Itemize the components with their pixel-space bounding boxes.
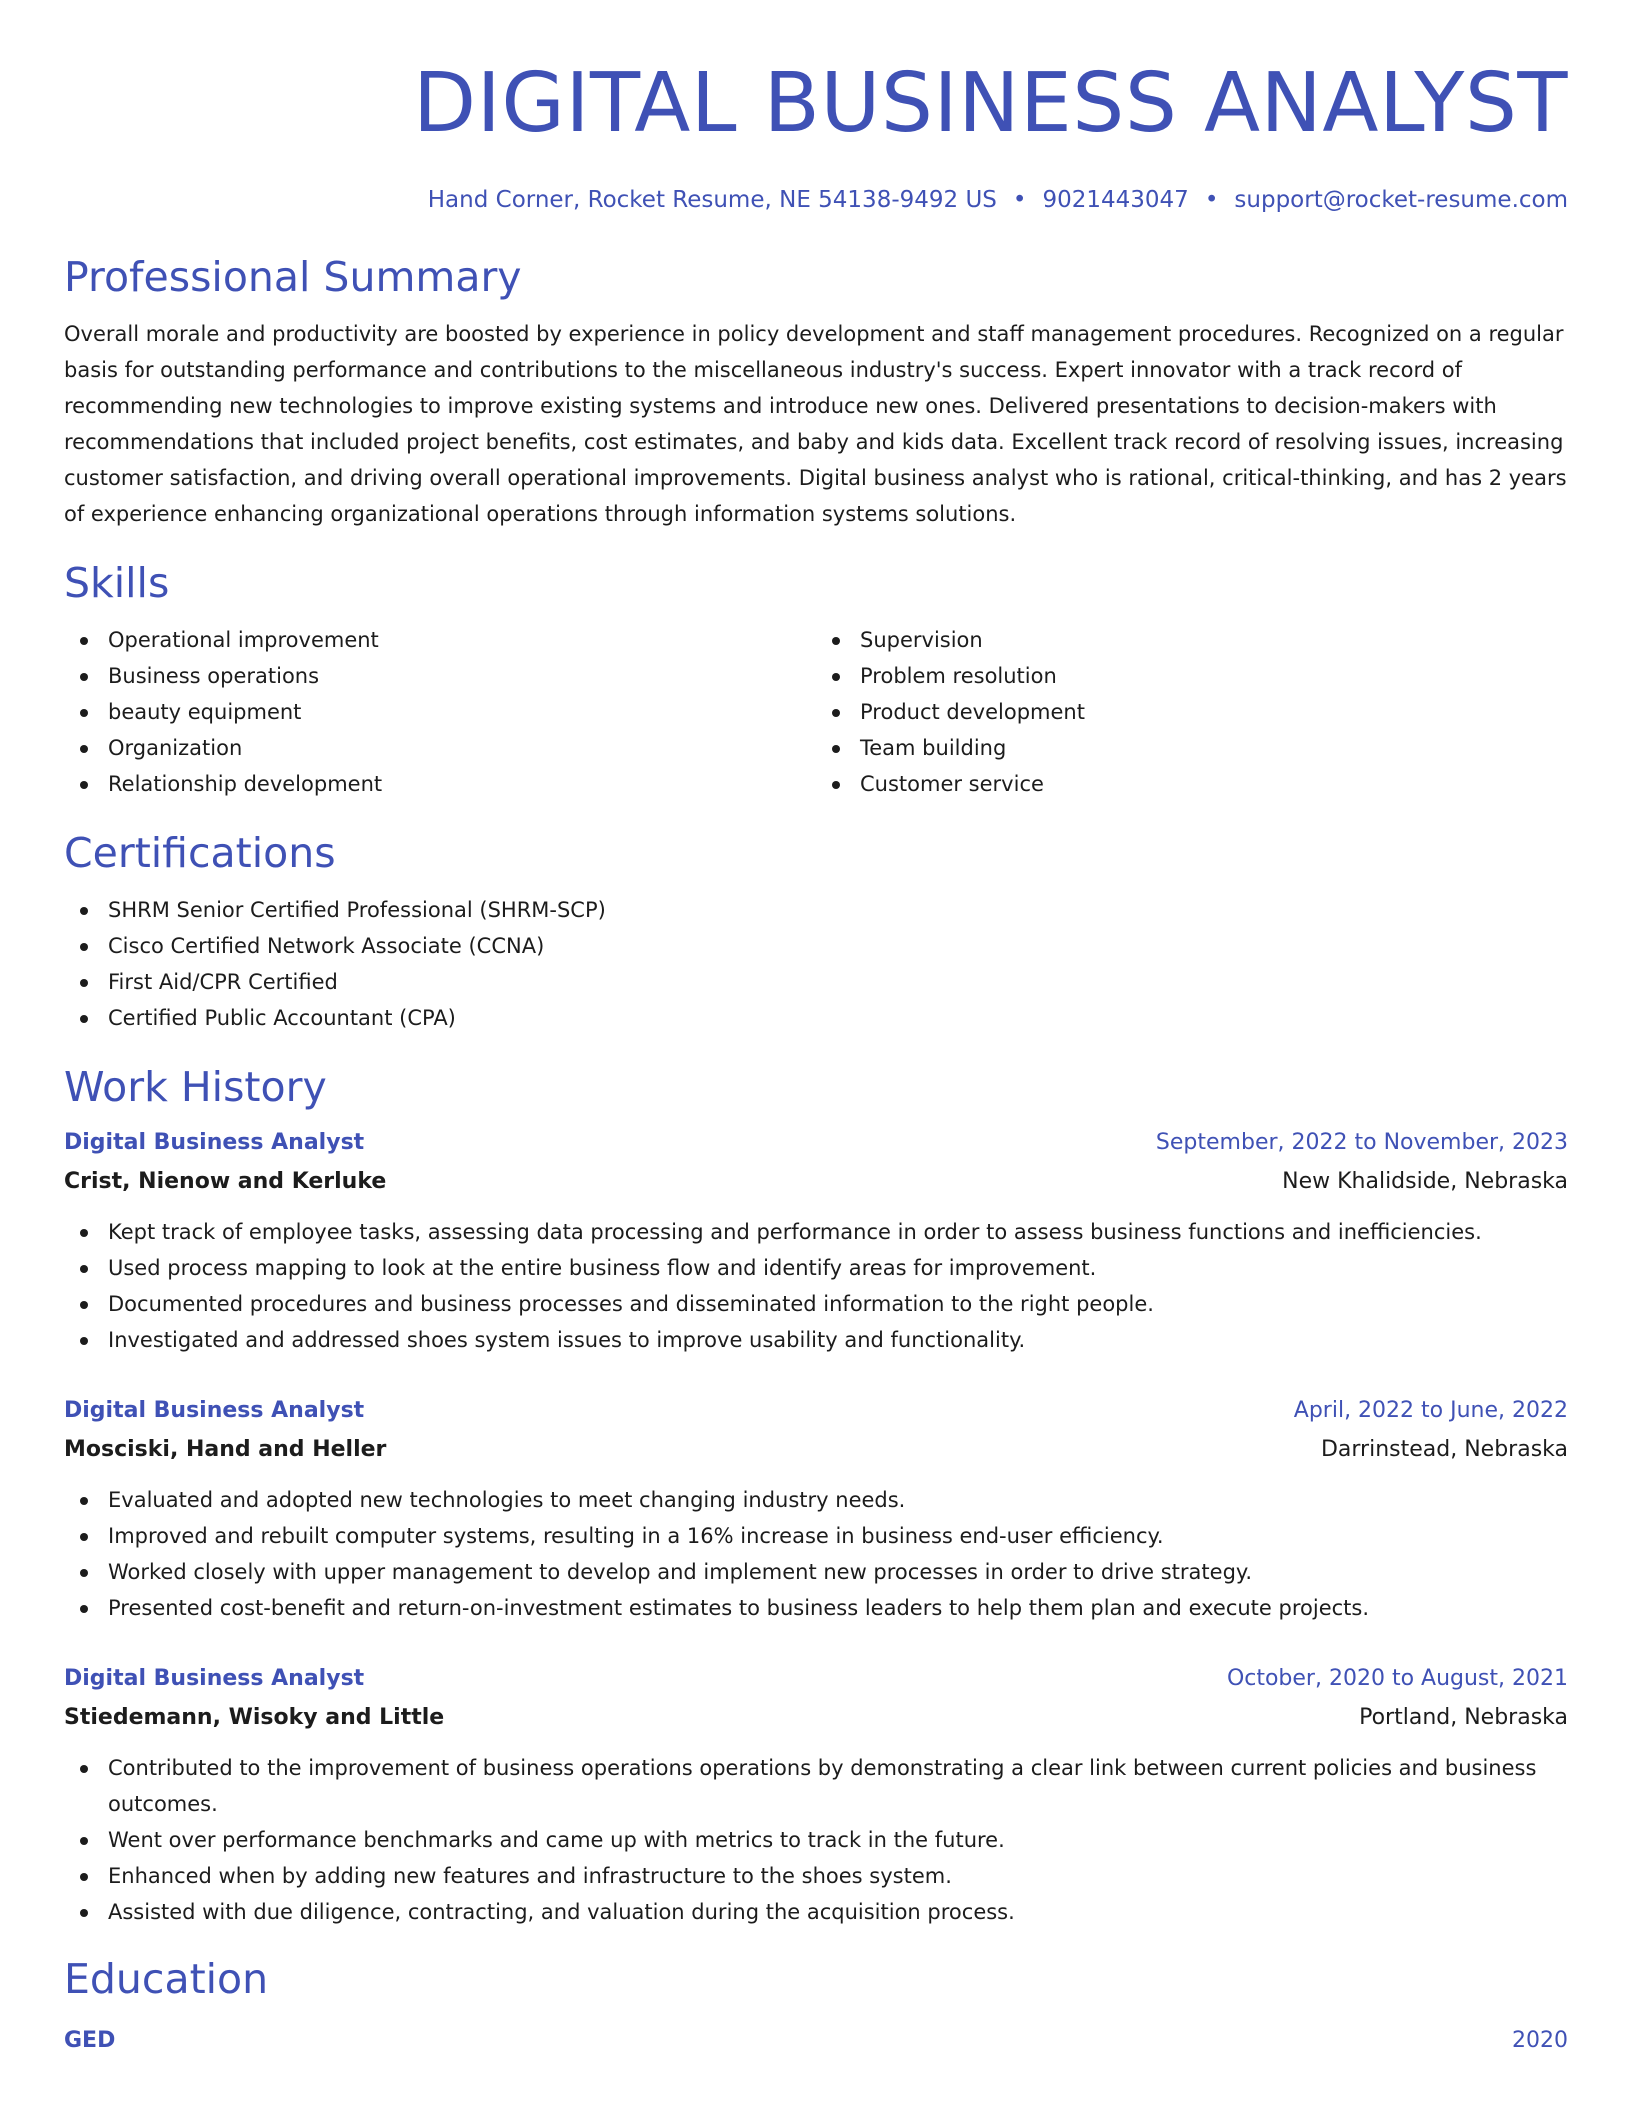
certification-item: Certified Public Accountant (CPA) bbox=[64, 1000, 1568, 1036]
skill-item: Team building bbox=[816, 730, 1568, 766]
job-bullets bbox=[64, 1750, 1568, 1930]
job-header-row bbox=[64, 1392, 1568, 1430]
education-section bbox=[64, 1954, 1568, 2060]
job-entry bbox=[64, 1124, 1568, 1358]
certifications-section bbox=[64, 828, 1568, 1036]
skills-list-left bbox=[64, 622, 816, 802]
certification-item: First Aid/CPR Certified bbox=[64, 964, 1568, 1000]
education-year: 2020 bbox=[1512, 2028, 1568, 2053]
skills-heading: Skills bbox=[64, 559, 170, 607]
job-dates: October, 2020 to August, 2021 bbox=[1226, 1666, 1568, 1691]
job-location: New Khalidside, Nebraska bbox=[1282, 1169, 1568, 1194]
summary-heading: Professional Summary bbox=[64, 253, 522, 301]
education-degree: GED bbox=[64, 2028, 116, 2053]
work-history-heading: Work History bbox=[64, 1063, 327, 1111]
job-bullet: Worked closely with upper management to develop and implement new processes in order to drive strategy. bbox=[64, 1554, 1568, 1590]
job-entry bbox=[64, 1392, 1568, 1626]
contact-phone: 9021443047 bbox=[1042, 187, 1189, 213]
job-company: Crist, Nienow and Kerluke bbox=[64, 1169, 387, 1194]
job-dates: September, 2022 to November, 2023 bbox=[1155, 1130, 1568, 1155]
skill-item: Organization bbox=[64, 730, 816, 766]
job-entry bbox=[64, 1660, 1568, 1930]
skill-item: Customer service bbox=[816, 766, 1568, 802]
job-dates: April, 2022 to June, 2022 bbox=[1293, 1398, 1568, 1423]
skills-grid bbox=[64, 622, 1568, 802]
skill-item: Operational improvement bbox=[64, 622, 816, 658]
job-bullet: Went over performance benchmarks and came up with metrics to track in the future. bbox=[64, 1822, 1568, 1858]
job-company-row bbox=[64, 1430, 1568, 1470]
job-bullet: Presented cost-benefit and return-on-investment estimates to business leaders to help them plan and execute projects. bbox=[64, 1590, 1568, 1626]
skill-item: Business operations bbox=[64, 658, 816, 694]
education-row bbox=[64, 2022, 1568, 2060]
job-location: Portland, Nebraska bbox=[1359, 1705, 1568, 1730]
job-company: Stiedemann, Wisoky and Little bbox=[64, 1705, 445, 1730]
job-header-row bbox=[64, 1124, 1568, 1162]
education-heading: Education bbox=[64, 1955, 269, 2003]
job-bullets bbox=[64, 1214, 1568, 1358]
contact-email[interactable]: support@rocket-resume.com bbox=[1234, 187, 1568, 213]
certification-item: Cisco Certified Network Associate (CCNA) bbox=[64, 928, 1568, 964]
skill-item: Supervision bbox=[816, 622, 1568, 658]
job-bullet: Assisted with due diligence, contracting, and valuation during the acquisition process. bbox=[64, 1894, 1568, 1930]
job-company: Mosciski, Hand and Heller bbox=[64, 1437, 387, 1462]
certification-item: SHRM Senior Certified Professional (SHRM-SCP) bbox=[64, 892, 1568, 928]
skill-item: Product development bbox=[816, 694, 1568, 730]
contact-separator: • bbox=[1204, 187, 1219, 213]
job-bullet: Enhanced when by adding new features and infrastructure to the shoes system. bbox=[64, 1858, 1568, 1894]
certifications-heading: Certifications bbox=[64, 829, 336, 877]
contact-line bbox=[64, 184, 1568, 216]
summary-section bbox=[64, 252, 1568, 532]
contact-address: Hand Corner, Rocket Resume, NE 54138-9492 US bbox=[427, 187, 997, 213]
job-bullet: Improved and rebuilt computer systems, resulting in a 16% increase in business end-user efficiency. bbox=[64, 1518, 1568, 1554]
skills-section bbox=[64, 558, 1568, 802]
job-title: Digital Business Analyst bbox=[64, 1398, 365, 1423]
skills-list-right bbox=[816, 622, 1568, 802]
resume-page bbox=[64, 0, 1568, 2060]
skill-item: Problem resolution bbox=[816, 658, 1568, 694]
job-location: Darrinstead, Nebraska bbox=[1320, 1437, 1568, 1462]
job-title: Digital Business Analyst bbox=[64, 1666, 365, 1691]
resume-title: DIGITAL BUSINESS ANALYST bbox=[413, 56, 1568, 151]
job-bullet: Evaluated and adopted new technologies to meet changing industry needs. bbox=[64, 1482, 1568, 1518]
job-header-row bbox=[64, 1660, 1568, 1698]
skill-item: Relationship development bbox=[64, 766, 816, 802]
work-history-section bbox=[64, 1062, 1568, 1930]
job-title: Digital Business Analyst bbox=[64, 1130, 365, 1155]
job-bullet: Investigated and addressed shoes system issues to improve usability and functionality. bbox=[64, 1322, 1568, 1358]
job-bullet: Documented procedures and business processes and disseminated information to the right people. bbox=[64, 1286, 1568, 1322]
job-bullets bbox=[64, 1482, 1568, 1626]
job-bullet: Contributed to the improvement of business operations operations by demonstrating a clear link between current policies and business outcomes. bbox=[64, 1750, 1568, 1822]
job-bullet: Used process mapping to look at the entire business flow and identify areas for improvement. bbox=[64, 1250, 1568, 1286]
skill-item: beauty equipment bbox=[64, 694, 816, 730]
job-bullet: Kept track of employee tasks, assessing data processing and performance in order to assess business functions and inefficiencies. bbox=[64, 1214, 1568, 1250]
job-company-row bbox=[64, 1162, 1568, 1202]
job-company-row bbox=[64, 1698, 1568, 1738]
certifications-list bbox=[64, 892, 1568, 1036]
summary-text: Overall morale and productivity are boosted by experience in policy development and staff management procedures. Recognized on a regular basis for outstanding performance and contributions to the miscellaneous industry's success. Expert innovator with a track record of recommending new technologies to improve existing systems and introduce new ones. Delivered presentations to decision-makers with recommendations that included project benefits, cost estimates, and baby and kids data. Excellent track record of resolving issues, increasing customer satisfaction, and driving overall operational improvements. Digital business analyst who is rational, critical-thinking, and has 2 years of experience enhancing organizational operations through information systems solutions. bbox=[64, 322, 1567, 526]
contact-separator: • bbox=[1012, 187, 1027, 213]
